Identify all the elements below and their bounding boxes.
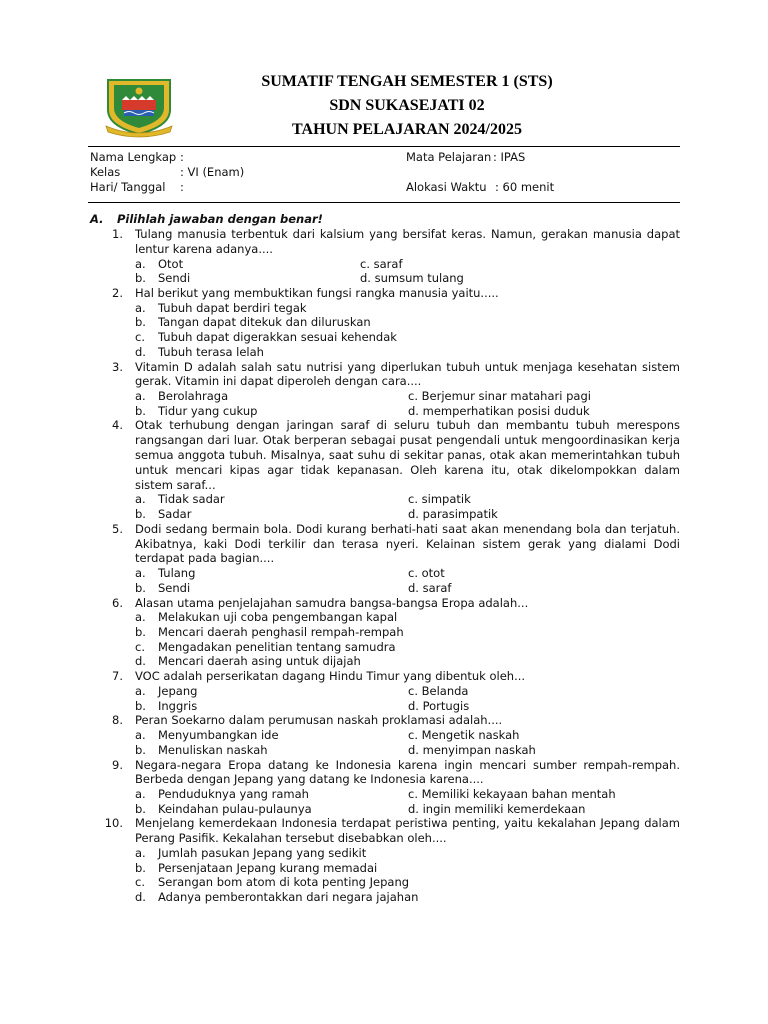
answer-options [135,787,680,816]
answer-options [135,257,680,286]
option-text: Tubuh dapat berdiri tegak [158,300,307,315]
option-c[interactable] [135,875,409,890]
option-b[interactable] [135,625,404,640]
option-letter: a. [135,787,146,802]
option-letter: b. [135,801,146,816]
option-d[interactable] [135,890,418,905]
option-text: Jepang [158,683,198,698]
option-letter: a. [135,256,146,271]
option-c[interactable] [408,787,616,802]
answer-options [135,301,680,360]
class-value: : VI (Enam) [180,165,245,179]
answer-options [135,389,680,418]
option-b[interactable] [135,699,197,714]
option-text: Tidur yang cukup [158,403,258,418]
question-number: 6. [112,595,123,610]
info-divider [88,202,680,203]
option-letter: c. [135,875,145,890]
option-text: d. memperhatikan posisi duduk [408,403,590,418]
option-a[interactable] [135,787,309,802]
option-text: Tulang [158,566,196,581]
question-number: 8. [112,713,123,728]
option-c[interactable] [135,640,396,655]
option-text: Tidak sadar [158,492,225,507]
exam-header [200,70,614,142]
option-a[interactable] [135,492,225,507]
question-text: Peran Soekarno dalam perumusan naskah proklamasi adalah.... [135,713,503,728]
option-text: d. sumsum tulang [360,271,464,286]
option-text: c. Berjemur sinar matahari pagi [408,389,591,404]
option-d[interactable] [360,271,464,286]
option-d[interactable] [408,743,536,758]
question-item [88,669,680,713]
option-a[interactable] [135,610,397,625]
option-c[interactable] [360,257,403,272]
option-letter: a. [135,566,146,581]
option-c[interactable] [408,389,591,404]
option-text: c. otot [408,566,445,581]
time-value: : 60 menit [495,180,555,194]
option-b[interactable] [135,404,257,419]
option-b[interactable] [135,507,191,522]
option-a[interactable] [135,257,183,272]
option-letter: a. [135,846,146,861]
option-b[interactable] [135,743,268,758]
question-item [88,522,680,596]
option-letter: a. [135,610,146,625]
question-number: 4. [112,418,123,433]
option-c[interactable] [408,728,519,743]
option-text: d. saraf [408,580,452,595]
option-letter: b. [135,315,146,330]
option-text: c. Belanda [408,683,469,698]
question-text: Menjelang kemerdekaan Indonesia terdapat peristiwa penting, yaitu kekalahan Jepang dalam Perang Pasifik. Kekalahan tersebut disebabkan oleh.... [135,816,680,846]
answer-options [135,566,680,595]
option-letter: a. [135,389,146,404]
option-a[interactable] [135,684,197,699]
option-text: Persenjataan Jepang kurang memadai [158,860,378,875]
class-label: Kelas [90,165,121,179]
option-letter: c. [135,330,145,345]
option-text: Sendi [158,271,191,286]
option-letter: b. [135,860,146,875]
option-c[interactable] [408,566,445,581]
option-letter: c. [135,639,145,654]
day-colon: : [180,180,184,194]
option-text: c. Mengetik naskah [408,728,520,743]
header-school: SDN SUKASEJATI 02 [329,97,485,114]
option-text: Tubuh dapat digerakkan sesuai kehendak [158,330,397,345]
option-b[interactable] [135,271,190,286]
question-item [88,816,680,904]
option-letter: b. [135,580,146,595]
header-year: TAHUN PELAJARAN 2024/2025 [292,121,522,138]
section-instruction: Pilihlah jawaban dengan benar! [117,212,323,226]
question-item [88,227,680,286]
option-letter: a. [135,300,146,315]
question-number: 3. [112,359,123,374]
option-text: d. Portugis [408,698,470,713]
section-letter: A. [90,212,104,226]
question-number: 1. [112,227,123,241]
question-item [88,418,680,521]
day-label: Hari/ Tanggal [90,180,166,194]
name-colon: : [180,150,184,164]
option-letter: b. [135,403,146,418]
option-d[interactable] [408,581,451,596]
option-letter: a. [135,683,146,698]
option-b[interactable] [135,315,371,330]
option-d[interactable] [408,404,590,419]
option-text: Penduduknya yang ramah [158,787,309,802]
option-d[interactable] [408,699,469,714]
option-text: Sendi [158,580,191,595]
option-text: Sadar [158,507,192,522]
question-text: Negara-negara Eropa datang ke Indonesia karena ingin mencari sumber rempah-rempah. Berbeda dengan Jepang yang datang ke Indonesia karena.... [135,757,680,787]
option-letter: b. [135,742,146,757]
option-text: Berolahraga [158,389,229,404]
option-text: Keindahan pulau-pulaunya [158,801,312,816]
question-number: 7. [112,669,123,684]
option-text: Menuliskan naskah [158,742,268,757]
option-text: c. Memiliki kekayaan bahan mentah [408,787,616,802]
answer-options [135,610,680,669]
option-letter: b. [135,625,146,640]
section-heading [88,212,680,227]
option-d[interactable] [408,507,498,522]
question-text: Dodi sedang bermain bola. Dodi kurang berhati-hati saat akan menendang bola dan terjatuh. Akibatnya, kaki Dodi terkilir dan terasa nyeri. Kelainan sistem gerak yang dialami Dodi terdapat pada bagian.... [135,521,680,566]
option-a[interactable] [135,566,195,581]
option-text: Mencari daerah asing untuk dijajah [158,654,361,669]
option-a[interactable] [135,389,228,404]
option-c[interactable] [408,684,468,699]
header-title: SUMATIF TENGAH SEMESTER 1 (STS) [261,73,553,90]
answer-options [135,846,680,905]
question-list [88,227,680,905]
option-text: c. simpatik [408,492,471,507]
option-d[interactable] [135,654,361,669]
option-text: Adanya pemberontakkan dari negara jajahan [158,890,419,905]
answer-options [135,684,680,713]
question-number: 2. [112,285,123,300]
question-text: Alasan utama penjelajahan samudra bangsa-bangsa Eropa adalah... [135,595,529,610]
option-text: Jumlah pasukan Jepang yang sedikit [158,846,367,861]
question-number: 10. [104,816,123,831]
question-text: Vitamin D adalah salah satu nutrisi yang diperlukan tubuh untuk menjaga kesehatan sistem gerak. Vitamin ini dapat diperoleh dengan cara.... [135,359,680,389]
option-letter: d. [135,344,146,359]
option-letter: a. [135,728,146,743]
option-text: Mencari daerah penghasil rempah-rempah [158,625,404,640]
option-text: Tangan dapat ditekuk dan diluruskan [158,315,371,330]
option-letter: d. [135,890,146,905]
question-item [88,758,680,817]
option-a[interactable] [135,728,279,743]
option-letter: b. [135,698,146,713]
question-item [88,713,680,757]
option-text: d. ingin memiliki kemerdekaan [408,801,586,816]
answer-options [135,728,680,757]
question-text: VOC adalah perserikatan dagang Hindu Timur yang dibentuk oleh... [135,669,526,684]
option-text: Otot [158,256,184,271]
option-text: Melakukan uji coba pengembangan kapal [158,610,398,625]
question-text: Tulang manusia terbentuk dari kalsium yang bersifat keras. Namun, gerakan manusia dapat lentur karena adanya.... [135,227,680,256]
name-label: Nama Lengkap [90,150,177,164]
option-letter: d. [135,654,146,669]
question-section [88,212,680,905]
student-info [90,150,680,195]
header-divider [88,146,680,147]
question-number: 9. [112,757,123,772]
option-d[interactable] [135,345,264,360]
question-item [88,596,680,670]
question-item [88,286,680,360]
question-text: Otak terhubung dengan jaringan saraf di seluru tubuh dan membantu tubuh merespons rangsangan dari luar. Otak berperan sebagai pusat pengendali untuk mengoordinasikan kerja semua anggota tubuh. Misalnya, saat suhu di sekitar panas, otak akan memerintahkan tubuh untuk mencari kipas agar tidak kepanasan. Oleh karena itu, otak dikelompokkan dalam sistem saraf... [135,418,680,492]
school-emblem-logo [104,76,174,138]
option-b[interactable] [135,581,190,596]
option-text: Menyumbangkan ide [158,728,279,743]
option-text: Tubuh terasa lelah [158,344,264,359]
answer-options [135,492,680,521]
option-letter: a. [135,492,146,507]
subject-value: : IPAS [493,150,526,164]
option-text: c. saraf [360,256,403,271]
option-text: Serangan bom atom di kota penting Jepang [158,875,410,890]
subject-label: Mata Pelajaran [406,150,492,164]
option-text: Mengadakan penelitian tentang samudra [158,639,396,654]
option-b[interactable] [135,802,312,817]
option-text: d. menyimpan naskah [408,742,536,757]
option-d[interactable] [408,802,585,817]
question-item [88,360,680,419]
option-a[interactable] [135,846,366,861]
time-label: Alokasi Waktu [406,180,487,194]
option-letter: b. [135,271,146,286]
question-text: Hal berikut yang membuktikan fungsi rangka manusia yaitu..... [135,285,499,300]
option-b[interactable] [135,861,377,876]
option-c[interactable] [408,492,471,507]
option-text: d. parasimpatik [408,507,498,522]
option-letter: b. [135,507,146,522]
option-a[interactable] [135,301,307,316]
option-text: Inggris [158,698,198,713]
option-c[interactable] [135,330,397,345]
question-number: 5. [112,521,123,536]
